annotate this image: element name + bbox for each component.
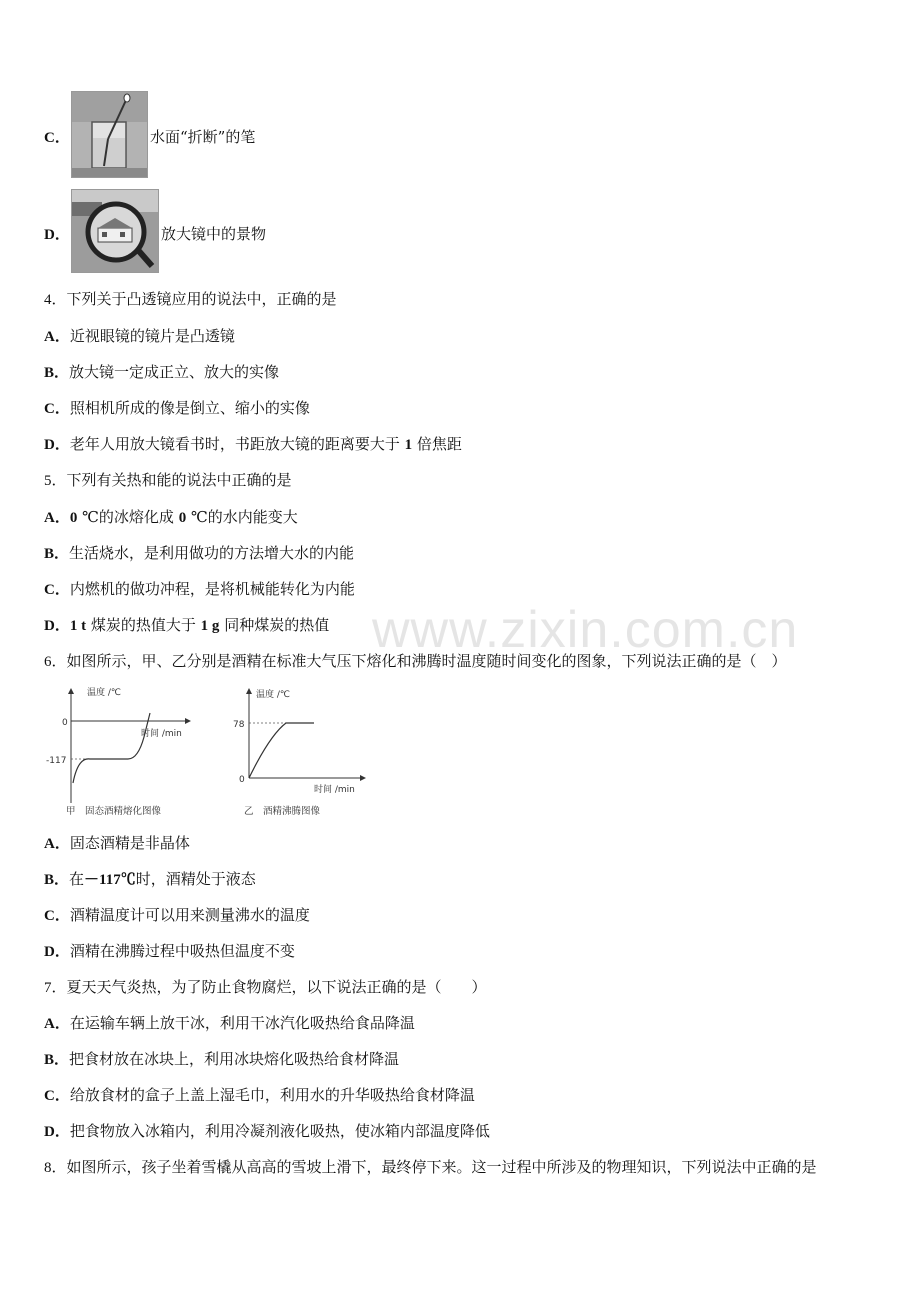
- q3-option-c: [44, 127, 70, 148]
- q7-option-d: [44, 1121, 490, 1142]
- option-number: 1 g: [200, 618, 220, 634]
- option-text: 酒精在沸腾过程中吸热但温度不变: [69, 942, 295, 960]
- tick-label: 0: [239, 775, 245, 785]
- option-text: ℃的冰熔化成: [82, 508, 174, 526]
- q5-stem: [44, 470, 292, 491]
- q4-option-d: [44, 434, 462, 455]
- option-label: C．: [44, 130, 70, 146]
- option-text: 把食物放入冰箱内，利用冷凝剂液化吸热，使冰箱内部温度降低: [69, 1122, 490, 1140]
- boiling-graph: [230, 683, 370, 819]
- option-text: 时，酒精处于液态: [135, 870, 256, 888]
- question-number: 5．: [44, 473, 67, 489]
- q5-option-d: [44, 615, 329, 636]
- option-text: 老年人用放大镜看书时，书距放大镜的距离要大于: [69, 435, 400, 453]
- option-text: 把食材放在冰块上，利用冰块熔化吸热给食材降温: [69, 1050, 400, 1068]
- option-text: 固态酒精是非晶体: [69, 834, 190, 852]
- q4-option-b: [44, 362, 279, 383]
- question-number: 7．: [44, 980, 67, 996]
- option-text: 给放食材的盒子上盖上湿毛巾，利用水的升华吸热给食材降温: [69, 1086, 475, 1104]
- option-label: C．: [44, 908, 70, 924]
- question-number: 8．: [44, 1160, 67, 1176]
- option-text: 内燃机的做功冲程，是将机械能转化为内能: [69, 580, 355, 598]
- option-label: D．: [44, 227, 70, 243]
- option-label: B．: [44, 365, 70, 381]
- option-text: 放大镜一定成正立、放大的实像: [69, 363, 280, 381]
- q3-option-d: [44, 224, 70, 245]
- option-number: 1 t: [69, 618, 87, 634]
- option-label: B．: [44, 872, 70, 888]
- melting-curve: [73, 713, 150, 783]
- q4-stem: [44, 289, 337, 310]
- question-number: 6．: [44, 654, 67, 670]
- option-text: 同种煤炭的热值: [224, 616, 330, 634]
- q5-option-a: [44, 507, 298, 528]
- option-number: 0: [178, 510, 187, 526]
- option-label: D．: [44, 1124, 70, 1140]
- question-text: 如图所示，甲、乙分别是酒精在标准大气压下熔化和沸腾时温度随时间变化的图象，下列说法正确的是（ ）: [66, 652, 787, 670]
- q6-option-c: [44, 905, 310, 926]
- option-label: C．: [44, 401, 70, 417]
- option-label: D．: [44, 437, 70, 453]
- q4-option-a: [44, 326, 235, 347]
- option-text: 近视眼镜的镜片是凸透镜: [69, 327, 235, 345]
- glass-pencil-icon: [72, 92, 147, 177]
- tick-label: -117: [46, 756, 67, 766]
- option-number: 1: [404, 437, 413, 453]
- graph-caption: 甲 固态酒精熔化图像: [66, 806, 162, 817]
- question-text: 下列关于凸透镜应用的说法中，正确的是: [66, 290, 337, 308]
- graph-caption: 乙 酒精沸腾图像: [244, 806, 321, 817]
- melting-graph: [44, 683, 194, 819]
- question-text: 下列有关热和能的说法中正确的是: [66, 471, 292, 489]
- q6-option-a: [44, 833, 190, 854]
- option-label: C．: [44, 1088, 70, 1104]
- option-value: －117℃: [84, 872, 136, 888]
- q5-option-c: [44, 579, 355, 600]
- question-text: 夏天天气炎热，为了防止食物腐烂，以下说法正确的是（ ）: [66, 978, 487, 996]
- q6-option-d: [44, 941, 295, 962]
- option-label: A．: [44, 510, 70, 526]
- y-axis-label: 温度 /℃: [87, 688, 122, 698]
- q7-option-c: [44, 1085, 475, 1106]
- option-label: D．: [44, 944, 70, 960]
- option-label: A．: [44, 1016, 70, 1032]
- q7-stem: [44, 977, 487, 998]
- q7-option-a: [44, 1013, 415, 1034]
- x-axis-label: 时间 /min: [141, 729, 182, 739]
- option-text: 照相机所成的像是倒立、缩小的实像: [69, 399, 310, 417]
- option-label: A．: [44, 329, 70, 345]
- magnifier-photo: [71, 189, 159, 273]
- option-label: D．: [44, 618, 70, 634]
- q8-stem: [44, 1157, 817, 1178]
- watermark: www.zixin.com.cn: [372, 601, 799, 659]
- option-label: C．: [44, 582, 70, 598]
- option-text: ℃的水内能变大: [190, 508, 298, 526]
- q3-option-c-text: 水面“折断”的笔: [150, 128, 256, 146]
- question-number: 4．: [44, 292, 67, 308]
- question-text: 如图所示，孩子坐着雪橇从高高的雪坡上滑下，最终停下来。这一过程中所涉及的物理知识，下列说法中正确的是: [66, 1158, 817, 1176]
- tick-label: 78: [233, 720, 245, 730]
- option-label: B．: [44, 1052, 70, 1068]
- glass-pencil-photo: [71, 91, 148, 178]
- y-axis-label: 温度 /℃: [256, 690, 291, 700]
- tick-label: 0: [62, 718, 68, 728]
- magnifier-icon: [72, 190, 158, 272]
- q7-option-b: [44, 1049, 399, 1070]
- option-text: 生活烧水，是利用做功的方法增大水的内能: [69, 544, 355, 562]
- option-number: 0: [69, 510, 78, 526]
- boiling-curve: [249, 723, 314, 778]
- option-label: A．: [44, 836, 70, 852]
- q6-option-b: [44, 869, 256, 890]
- option-text: 倍焦距: [416, 435, 462, 453]
- option-text: 在: [69, 870, 85, 888]
- option-text: 煤炭的热值大于: [90, 616, 196, 634]
- q5-option-b: [44, 543, 354, 564]
- option-text: 在运输车辆上放干冰，利用干冰汽化吸热给食品降温: [69, 1014, 415, 1032]
- x-axis-label: 时间 /min: [314, 785, 355, 795]
- q4-option-c: [44, 398, 310, 419]
- option-text: 酒精温度计可以用来测量沸水的温度: [69, 906, 310, 924]
- q3-option-d-text: 放大镜中的景物: [161, 225, 267, 243]
- option-label: B．: [44, 546, 70, 562]
